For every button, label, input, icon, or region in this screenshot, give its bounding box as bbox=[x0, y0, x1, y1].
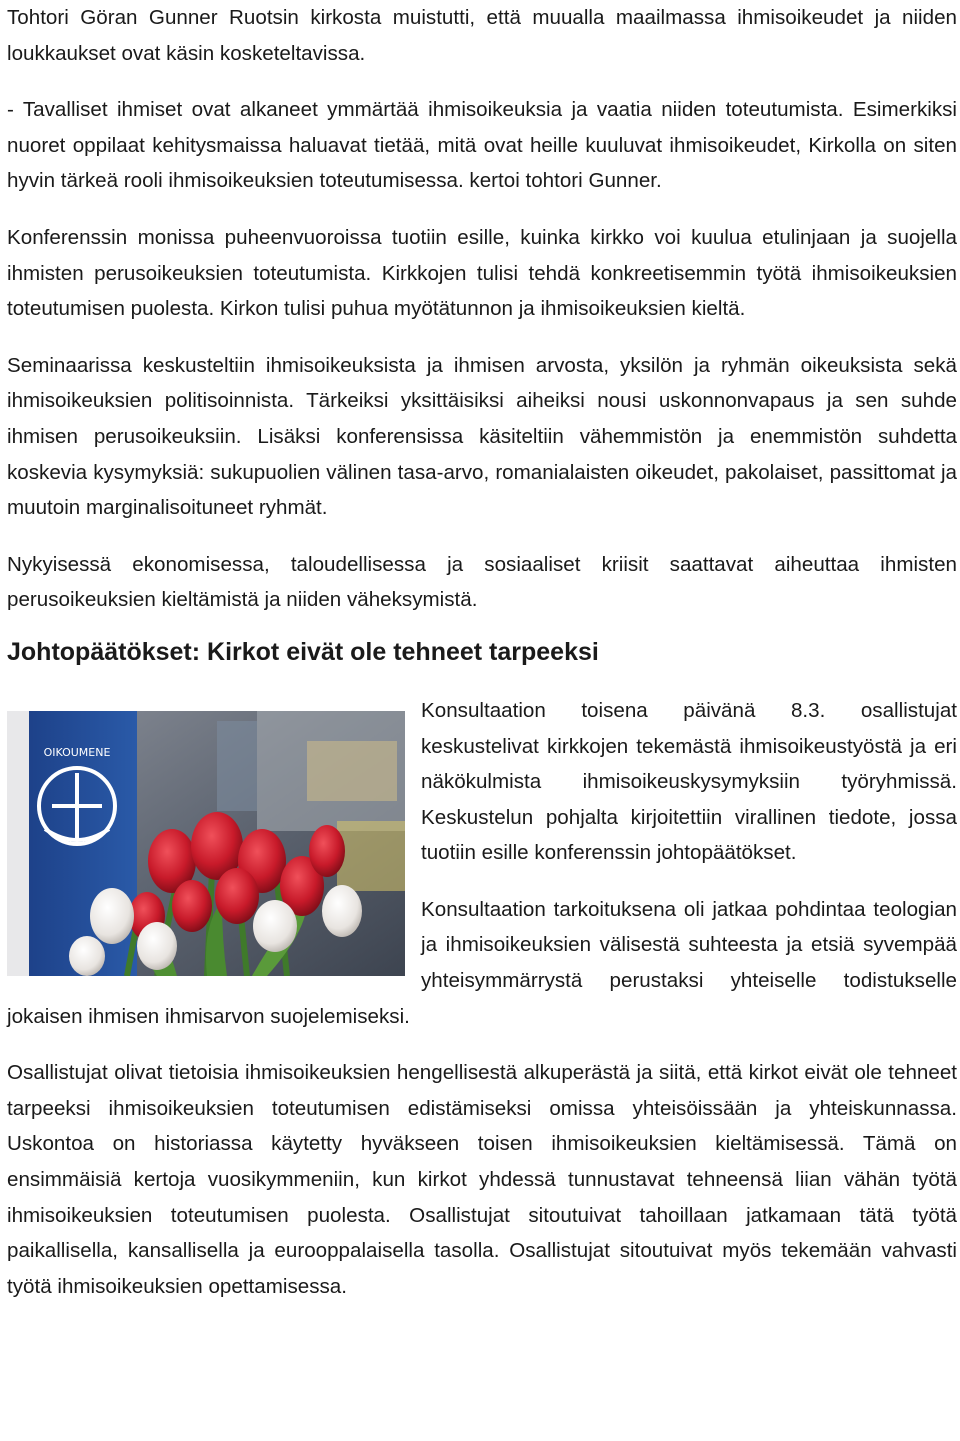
paragraph-gunner-intro: Tohtori Göran Gunner Ruotsin kirkosta muistutti, että muualla maailmassa ihmisoikeudet ja niiden loukkaukset ovat käsin kosketeltavissa. bbox=[7, 6, 957, 65]
paragraph-crisis: Nykyisessä ekonomisessa, taloudellisessa ja sosiaaliset kriisit saattavat aiheuttaa ihmisten perusoikeuksien kieltämistä ja niiden väheksymistä. bbox=[7, 552, 957, 612]
paragraph-gunner-quote: - Tavalliset ihmiset ovat alkaneet ymmärtää ihmisoikeuksia ja vaatia niiden toteutumista. Esimerkiksi nuoret oppilaat kehitysmaissa haluavat tietää, mitä ovat heille kuuluvat ihmisoikeudet, Kirkolla on siten hyvin tärkeä rooli ihmisoikeuksien toteutumisessa. kertoi tohtori Gunner. bbox=[7, 98, 957, 193]
document-page bbox=[7, 0, 957, 1304]
paragraph-conference-speeches: Konferenssin monissa puheenvuoroissa tuotiin esille, kuinka kirkko voi kuulua etulinjaan ja suojella ihmisten perusoikeuksien toteutumista. Kirkkojen tulisi tehdä konkreetisemmin työtä ihmisoikeuksien toteutumisen puolesta. Kirkon tulisi puhua myötätunnon ja ihmisoikeuksien kieltä. bbox=[7, 225, 957, 321]
paragraph-consultation-day: Konsultaation toisena päivänä 8.3. osallistujat keskustelivat kirkkojen tekemästä ihmisoikeustyöstä ja eri näkökulmista ihmisoikeuskysymyksiin työryhmissä. Keskustelun pohjalta kirjoitettiin virallinen tiedote, jossa tuotiin esille konferenssin johtopäätökset. bbox=[421, 698, 957, 865]
tulips-photo bbox=[7, 711, 405, 976]
photo-text-block bbox=[7, 693, 957, 1034]
photo-banner-text: OIKOUMENE bbox=[43, 745, 111, 759]
paragraph-seminar-topics: Seminaarissa keskusteltiin ihmisoikeuksista ja ihmisen arvosta, yksilön ja ryhmän oikeuksista sekä ihmisoikeuksien politisoinnista. Tärkeiksi yksittäisiksi aiheiksi nousi uskonnonvapaus ja sen suhde ihmisen perusoikeuksiin. Lisäksi konferensissa käsiteltiin vähemmistön ja enemmistön suhdetta koskevia kysymyksiä: sukupuolien välinen tasa-arvo, romanialaisten oikeudet, pakolaiset, passittomat ja muutoin marginalisoituneet ryhmät. bbox=[7, 353, 957, 520]
paragraph-consultation-purpose: Konsultaation tarkoituksena oli jatkaa pohdintaa teologian ja ihmisoikeuksien välisestä suhteesta ja etsiä syvempää yhteisymmärrystä perustaksi yhteiselle todistukselle jokaisen ihmisen ihmisarvon suojelemiseksi. bbox=[7, 897, 957, 1028]
section-heading-conclusions: Johtopäätökset: Kirkot eivät ole tehneet tarpeeksi bbox=[7, 637, 599, 666]
paragraph-participants: Osallistujat olivat tietoisia ihmisoikeuksien hengellisestä alkuperästä ja siitä, että kirkot eivät ole tehneet tarpeeksi ihmisoikeuksien toteutumisen edistämiseksi omissa yhteisöissään ja yhteiskunnassa. Uskontoa on historiassa käytetty hyväkseen toisen ihmisoikeuksien kieltämisessä. Tämä on ensimmäisiä kertoja vuosikymmeniin, kun kirkot yhdessä tunnustavat tehneensä liian vähän työtä ihmisoikeuksien toteutumisen puolesta. Osallistujat sitoutuivat tahoillaan jatkamaan tätä työtä paikallisella, kansallisella ja eurooppalaisella tasolla. Osallistujat sitoutuivat myös tekemään vahvasti työtä ihmisoikeuksien opettamisessa. bbox=[7, 1061, 957, 1298]
